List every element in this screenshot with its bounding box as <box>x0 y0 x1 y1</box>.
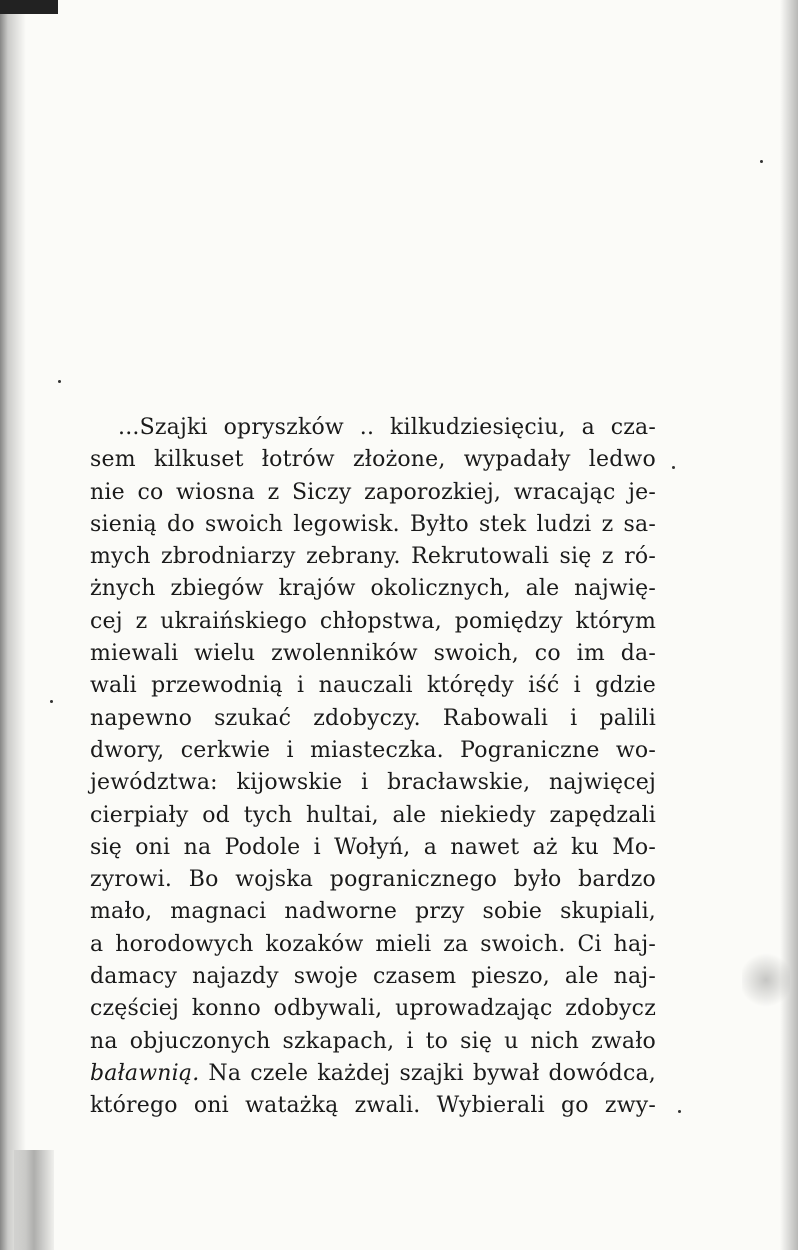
italic-term: baławnią. <box>90 1060 200 1086</box>
text-line: cierpiały od tych hultai, ale niekiedy zapędzali <box>90 802 656 828</box>
text-line: cej z ukraińskiego chłopstwa, pomiędzy którym <box>90 608 656 634</box>
text-line: mych zbrodniarzy zebrany. Rekrutowali się z ró- <box>90 544 656 570</box>
text-fragment: Na czele każdej szajki bywał dowódca, <box>199 1060 656 1086</box>
scan-mark-top-left <box>0 0 58 14</box>
text-line: a horodowych kozaków mieli za swoich. Ci haj- <box>90 931 656 957</box>
text-line: jewództwa: kijowskie i bracławskie, najwięcej <box>90 770 656 796</box>
scan-mark-bottom-left <box>14 1150 54 1250</box>
text-line: nie co wiosna z Siczy zaporozkiej, wracając je- <box>90 479 656 505</box>
text-line-mixed <box>90 1058 656 1090</box>
text-line: sienią do swoich legowisk. Byłto stek ludzi z sa- <box>90 511 656 537</box>
text-line: na objuczonych szkapach, i to się u nich zwało <box>90 1028 656 1054</box>
text-line: damacy najazdy swoje czasem pieszo, ale naj- <box>90 964 656 990</box>
text-line: mało, magnaci nadworne przy sobie skupiali, <box>90 899 656 925</box>
text-line: zyrowi. Bo wojska pogranicznego było bardzo <box>90 867 656 893</box>
text-line: żnych zbiegów krajów okolicznych, ale najwię- <box>90 576 656 602</box>
speck <box>760 160 763 163</box>
scan-noise-right <box>742 950 790 1010</box>
text-line: ...Szajki opryszków .. kilkudziesięciu, a cza- <box>118 415 656 440</box>
text-line: wali przewodnią i nauczali którędy iść i gdzie <box>90 673 656 699</box>
body-text <box>90 412 656 1123</box>
text-line: się oni na Podole i Wołyń, a nawet aż ku Mo- <box>90 834 656 860</box>
speck <box>50 700 53 703</box>
text-line: częściej konno odbywali, uprowadzając zdobycz <box>90 996 656 1022</box>
speck <box>672 466 675 469</box>
text-line: napewno szukać zdobyczy. Rabowali i palili <box>90 705 656 731</box>
text-line: sem kilkuset łotrów złożone, wypadały ledwo <box>90 447 656 473</box>
scan-shadow-left <box>0 0 70 1250</box>
speck <box>58 380 61 383</box>
speck <box>678 1110 681 1113</box>
text-line: dwory, cerkwie i miasteczka. Pograniczne wo- <box>90 737 656 763</box>
scan-shadow-right <box>780 0 798 1250</box>
text-line: miewali wielu zwolenników swoich, co im da- <box>90 641 656 667</box>
text-line: którego oni watażką zwali. Wybierali go zwy- <box>90 1093 656 1119</box>
